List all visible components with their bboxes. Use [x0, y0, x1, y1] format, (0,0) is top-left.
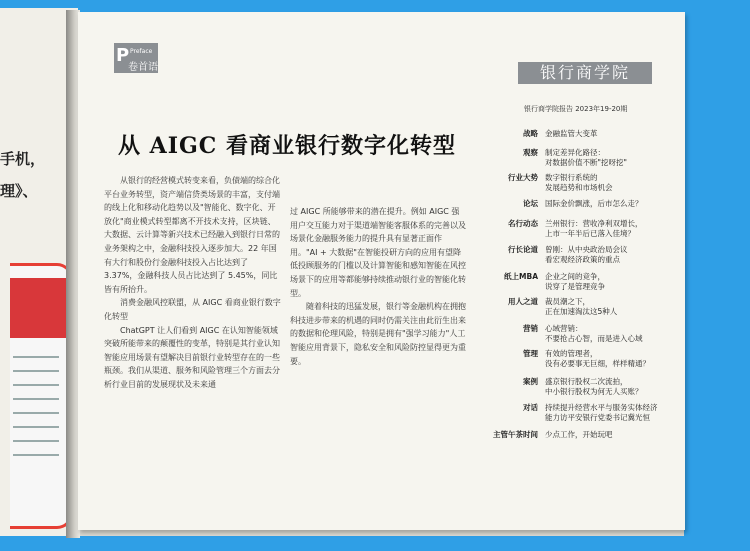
phone-screen-row [13, 412, 59, 414]
toc-title-line: 不要抢占心智，而是进入心域 [545, 334, 643, 343]
toc-title-line: 裁员潮之下， [545, 297, 590, 306]
toc-title-line: 持续提升经营水平与服务实体经济 [545, 403, 658, 412]
body-paragraph: 随着科技的迅猛发展，银行等金融机构在拥抱科技进步带来的机遇的同时仍需关注由此衍生出来的数据和伦理风险，特别是拥有"强学习能力"人工智能应用背景下，隐私安全和风险防控显得更为重要。 [290, 302, 466, 366]
toc-category: 观察 [523, 148, 538, 157]
toc-title-line: 上市一年半后已落入佳境？ [545, 229, 635, 238]
toc-category: 行长论道 [508, 245, 538, 254]
article-headline: 从 AIGC 看商业银行数字化转型 [118, 133, 456, 159]
column-tag-small: Preface [130, 48, 153, 55]
left-page-line: 手机， [0, 150, 46, 168]
phone-screen-row [13, 440, 59, 442]
toc-title-line: 少点工作，开始玩吧 [545, 430, 613, 439]
toc-category: 对话 [523, 403, 538, 412]
toc-title-line: 数字银行系统的 [545, 173, 598, 182]
phone-screen-row [13, 426, 59, 428]
phone-screen-row [13, 356, 59, 358]
column-tag-letter: P [116, 45, 130, 66]
toc-category: 营销 [523, 324, 538, 333]
toc-category: 主管午茶时间 [493, 430, 538, 439]
toc-category: 论坛 [523, 199, 538, 208]
toc-title-line: 制定差异化路径： [545, 148, 605, 157]
column-tag [114, 43, 158, 73]
section-banner: 银行商学院 [518, 62, 652, 84]
phone-screen-row [13, 398, 59, 400]
toc-category: 纸上MBA [504, 272, 538, 281]
body-column-1 [104, 174, 282, 392]
toc-title-line: 中小银行股权为何无人买账？ [545, 387, 643, 396]
phone-image [10, 263, 73, 529]
body-paragraph: 过 AIGC 所能够带来的潜在提升。例如 AIGC 强用户交互能力对于渠道端智能客服体系的完善以及场景化金融服务能力的提升具有显著正面作用。"AI + 大数据"在智能投研方向的应用有望降低投顾服务的门槛以及计算智能和感知智能在风控场景下的应用等都能够持续推动银行业的智能化转型。 [290, 207, 466, 298]
body-paragraph: ChatGPT 让人们看到 AIGC 在认知智能领域突破所能带来的颠覆性的变革，特别是其行业认知智能应用场景有望解决目前银行业转型存在的一些瓶颈。我们从渠道、服务和风险管理三个方面去分析行业目前的发展现状及未来通 [104, 325, 280, 389]
toc-title-line: 盛京银行股权二次流拍， [545, 377, 628, 386]
toc-title-line: 没有必要事无巨细，样样精通？ [545, 359, 650, 368]
page-edges [80, 530, 684, 536]
left-page-line: 理》、 [0, 182, 38, 200]
toc-title-line: 能力访平安银行党委书记冀光恒 [545, 413, 650, 422]
toc-title-line: 曾刚：从中央政治局会议 [545, 245, 628, 254]
phone-screen-row [13, 384, 59, 386]
toc-category: 名行动态 [508, 219, 538, 228]
phone-screen-row [13, 370, 59, 372]
column-tag-label: 卷首语 [128, 62, 158, 73]
toc-title-line: 国际金价飘涨，后市怎么走？ [545, 199, 643, 208]
magazine-page [78, 12, 685, 530]
toc-title-line: 兰州银行：营收净利双增长， [545, 219, 643, 228]
toc-category: 用人之道 [508, 297, 538, 306]
body-paragraph: 消费金融风控联盟，从 AIGC 看商业银行数字化转型 [104, 298, 281, 321]
issue-line: 银行商学院报告 2023年19-20期 [524, 105, 628, 113]
body-paragraph: 从银行的经营模式转变来看，负债端的综合化平台业务转型，资产端信贷类场景的丰富，支付端的线上化和移动化趋势以及"智能化、数字化、开放化"商业模式转型都离不开技术支持，区块链、大数据、云计算等新兴技术已经融入到银行日常的业务架构之中，金融科技投入逐步加大。22 年国有大行和股份行金融科技投入占比达到了 3.37%，金融科技人员占比达到了 5.45%，同比皆有所抬升。 [104, 176, 280, 294]
toc-title-line: 企业之间的竞争， [545, 272, 605, 281]
toc-title-line: 正在加速淘汰这5种人 [545, 307, 618, 316]
toc-title-line: 发展趋势和市场机会 [545, 183, 613, 192]
toc-category: 战略 [523, 129, 538, 138]
toc-category: 案例 [523, 377, 538, 386]
toc-category: 管理 [523, 349, 538, 358]
toc-category: 行业大势 [508, 173, 538, 182]
toc-title-line: 有效的管理者， [545, 349, 598, 358]
body-column-2 [290, 205, 466, 368]
toc-title-line: 心域营销： [545, 324, 583, 333]
left-page-text [0, 143, 45, 207]
phone-screen-header [10, 278, 66, 338]
toc-title-line: 金融监管大变革 [545, 129, 598, 138]
toc-title-line: 对数据价值不断"挖呀挖" [545, 158, 627, 167]
phone-screen-row [13, 454, 59, 456]
toc-title-line: 说穿了是管理竞争 [545, 282, 605, 291]
toc-title-line: 看宏观经济政策的重点 [545, 255, 620, 264]
